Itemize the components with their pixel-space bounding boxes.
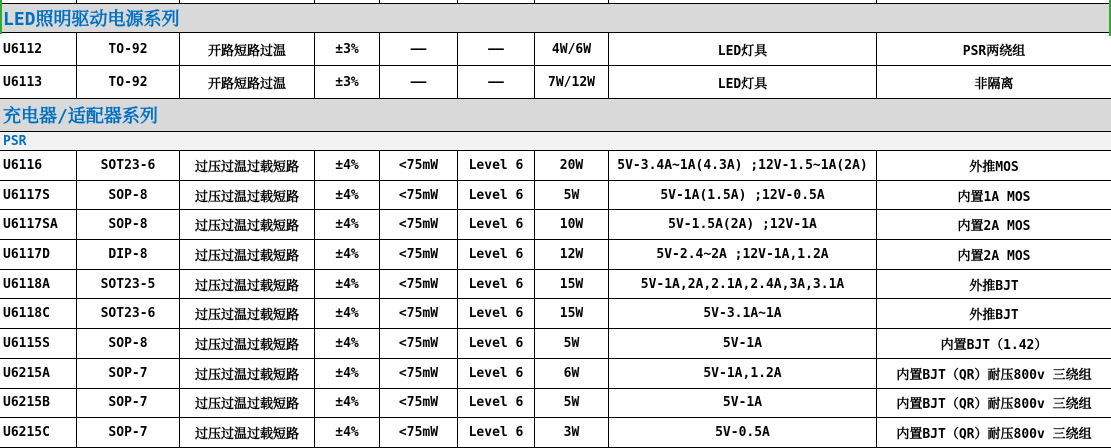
cell-U6117SA-c2[interactable]: 过压过温过载短路: [180, 210, 315, 239]
cell-U6117S-c3[interactable]: ±4%: [315, 181, 380, 210]
cell-U6116-c4[interactable]: <75mW: [380, 151, 458, 180]
cell-U6215A-c8[interactable]: 内置BJT（QR）耐压800v 三绕组: [896, 367, 1092, 383]
table-row-U6112: [0, 33, 1111, 66]
cell-U6118A-c5[interactable]: Level 6: [458, 270, 535, 299]
table-row-U6215A: [0, 359, 1111, 389]
cell-U6215A-c5[interactable]: Level 6: [458, 359, 535, 388]
cell-U6118A-c2[interactable]: 过压过温过载短路: [180, 270, 315, 299]
cell-U6117S-c5[interactable]: Level 6: [458, 181, 535, 210]
cell-U6112-c4[interactable]: ——: [380, 33, 458, 65]
section-title-led: LED照明驱动电源系列: [3, 9, 180, 30]
cell-U6215C-c8[interactable]: 内置BJT（QR）耐压800v 三绕组: [896, 427, 1092, 443]
cell-U6113-c4[interactable]: ——: [380, 66, 458, 98]
cell-U6115S-c4[interactable]: <75mW: [380, 329, 458, 358]
cell-U6112-c6[interactable]: 4W/6W: [535, 33, 609, 65]
cell-U6116-c5[interactable]: Level 6: [458, 151, 535, 180]
remnant-cell: [535, 0, 609, 3]
cell-U6112-c0[interactable]: U6112: [0, 33, 77, 65]
cell-U6118C-c3[interactable]: ±4%: [315, 299, 380, 328]
cell-U6117SA-c7[interactable]: 5V-1.5A(2A) ;12V-1A: [609, 210, 877, 239]
remnant-cell: [315, 0, 380, 3]
cell-U6117D-c4[interactable]: <75mW: [380, 240, 458, 269]
table-row-U6117S: [0, 181, 1111, 211]
cell-U6117SA-c5[interactable]: Level 6: [458, 210, 535, 239]
table-row-U6215B: [0, 389, 1111, 419]
cell-U6117D-c0[interactable]: U6117D: [0, 240, 77, 269]
led-rows-group: [0, 33, 1111, 99]
cell-U6115S-c6[interactable]: 5W: [535, 329, 609, 358]
cell-U6117D-c6[interactable]: 12W: [535, 240, 609, 269]
cell-U6117D-c2[interactable]: 过压过温过载短路: [180, 240, 315, 269]
cell-U6115S-c7[interactable]: 5V-1A: [609, 329, 877, 358]
cell-U6117S-c7[interactable]: 5V-1A(1.5A) ;12V-0.5A: [609, 181, 877, 210]
cell-U6117SA-c4[interactable]: <75mW: [380, 210, 458, 239]
cell-U6118A-c0[interactable]: U6118A: [0, 270, 77, 299]
cell-U6117D-c1[interactable]: DIP-8: [77, 240, 180, 269]
cell-U6215B-c2[interactable]: 过压过温过载短路: [180, 389, 315, 418]
cell-U6116-c8[interactable]: 外推MOS: [969, 159, 1019, 175]
cell-U6118A-c8[interactable]: 外推BJT: [969, 278, 1019, 294]
table-row-U6113: [0, 66, 1111, 99]
cell-U6118A-c1[interactable]: SOT23-5: [77, 270, 180, 299]
cell-U6215A-c3[interactable]: ±4%: [315, 359, 380, 388]
cell-U6115S-c1[interactable]: SOP-8: [77, 329, 180, 358]
cell-U6116-c1[interactable]: SOT23-6: [77, 151, 180, 180]
cell-U6118C-c0[interactable]: U6118C: [0, 299, 77, 328]
cell-U6118C-c2[interactable]: 过压过温过载短路: [180, 299, 315, 328]
cell-U6117SA-c6[interactable]: 10W: [535, 210, 609, 239]
cell-U6215C-c1[interactable]: SOP-7: [77, 418, 180, 447]
cell-U6112-c5[interactable]: ——: [458, 33, 535, 65]
cell-U6118C-c7[interactable]: 5V-3.1A~1A: [609, 299, 877, 328]
cell-U6117SA-c1[interactable]: SOP-8: [77, 210, 180, 239]
cell-U6215C-c2[interactable]: 过压过温过载短路: [180, 418, 315, 447]
remnant-cell: [458, 0, 535, 3]
cell-U6117S-c8[interactable]: 内置1A MOS: [957, 189, 1031, 205]
cell-U6113-c1[interactable]: TO-92: [77, 66, 180, 98]
cell-U6118C-c8[interactable]: 外推BJT: [969, 308, 1019, 324]
table-row-U6118A: [0, 270, 1111, 300]
cell-U6116-c3[interactable]: ±4%: [315, 151, 380, 180]
cell-U6117S-c1[interactable]: SOP-8: [77, 181, 180, 210]
cell-U6215B-c3[interactable]: ±4%: [315, 389, 380, 418]
cell-U6115S-c3[interactable]: ±4%: [315, 329, 380, 358]
cell-U6118C-c4[interactable]: <75mW: [380, 299, 458, 328]
cell-U6118A-c6[interactable]: 15W: [535, 270, 609, 299]
cell-U6112-c7[interactable]: LED灯具: [609, 33, 877, 65]
cell-U6117S-c6[interactable]: 5W: [535, 181, 609, 210]
remnant-cell: [180, 0, 315, 3]
table-row-U6116: [0, 151, 1111, 181]
cell-U6116-c6[interactable]: 20W: [535, 151, 609, 180]
cell-U6113-c8[interactable]: 非隔离: [974, 76, 1014, 92]
cell-U6215B-c6[interactable]: 5W: [535, 389, 609, 418]
cell-U6215B-c8[interactable]: 内置BJT（QR）耐压800v 三绕组: [896, 397, 1092, 413]
cell-U6215B-c0[interactable]: U6215B: [0, 389, 77, 418]
cell-U6215A-c0[interactable]: U6215A: [0, 359, 77, 388]
cell-U6118C-c5[interactable]: Level 6: [458, 299, 535, 328]
cell-U6215B-c7[interactable]: 5V-1A: [609, 389, 877, 418]
cell-U6117D-c3[interactable]: ±4%: [315, 240, 380, 269]
cell-U6113-c7[interactable]: LED灯具: [609, 66, 877, 98]
section-header-led[interactable]: [0, 4, 1111, 33]
cell-U6115S-c5[interactable]: Level 6: [458, 329, 535, 358]
cell-U6115S-c2[interactable]: 过压过温过载短路: [180, 329, 315, 358]
cell-U6117D-c5[interactable]: Level 6: [458, 240, 535, 269]
cell-U6116-c2[interactable]: 过压过温过载短路: [180, 151, 315, 180]
cell-U6118A-c4[interactable]: <75mW: [380, 270, 458, 299]
section-title-charger: 充电器/适配器系列: [3, 106, 158, 127]
cell-U6215C-c4[interactable]: <75mW: [380, 418, 458, 447]
cell-U6115S-c8[interactable]: 内置BJT（1.42）: [940, 337, 1048, 353]
cell-U6116-c7[interactable]: 5V-3.4A~1A(4.3A) ;12V-1.5~1A(2A): [609, 151, 877, 180]
cell-U6113-c3[interactable]: ±3%: [315, 66, 380, 98]
cell-U6117D-c7[interactable]: 5V-2.4~2A ;12V-1A,1.2A: [609, 240, 877, 269]
cell-U6113-c0[interactable]: U6113: [0, 66, 77, 98]
cell-U6215A-c7[interactable]: 5V-1A,1.2A: [609, 359, 877, 388]
cell-U6117S-c2[interactable]: 过压过温过载短路: [180, 181, 315, 210]
cell-U6113-c5[interactable]: ——: [458, 66, 535, 98]
cell-U6215C-c3[interactable]: ±4%: [315, 418, 380, 447]
cell-U6215B-c4[interactable]: <75mW: [380, 389, 458, 418]
table-row-U6117SA: [0, 210, 1111, 240]
cell-U6117SA-c3[interactable]: ±4%: [315, 210, 380, 239]
cell-U6215A-c6[interactable]: 6W: [535, 359, 609, 388]
cell-U6113-c2[interactable]: 开路短路过温: [180, 66, 315, 98]
cell-U6118A-c3[interactable]: ±4%: [315, 270, 380, 299]
cell-U6117D-c8[interactable]: 内置2A MOS: [957, 248, 1031, 264]
cell-U6215C-c7[interactable]: 5V-0.5A: [609, 418, 877, 447]
section-header-charger[interactable]: [0, 99, 1111, 132]
remnant-cell: [77, 0, 180, 3]
table-row-U6115S: [0, 329, 1111, 359]
cell-U6117S-c0[interactable]: U6117S: [0, 181, 77, 210]
cell-U6215C-c6[interactable]: 3W: [535, 418, 609, 447]
cell-U6215B-c5[interactable]: Level 6: [458, 389, 535, 418]
cell-U6112-c8[interactable]: PSR两绕组: [962, 43, 1026, 59]
remnant-cell: [609, 0, 877, 3]
cell-U6117S-c4[interactable]: <75mW: [380, 181, 458, 210]
cell-U6118C-c1[interactable]: SOT23-6: [77, 299, 180, 328]
cell-U6215A-c1[interactable]: SOP-7: [77, 359, 180, 388]
cell-U6112-c2[interactable]: 开路短路过温: [180, 33, 315, 65]
subsection-label-psr: PSR: [3, 133, 27, 149]
cell-U6115S-c0[interactable]: U6115S: [0, 329, 77, 358]
remnant-cell: [0, 0, 77, 3]
cell-U6118A-c7[interactable]: 5V-1A,2A,2.1A,2.4A,3A,3.1A: [609, 270, 877, 299]
table-row-U6215C: [0, 418, 1111, 448]
cell-U6215A-c2[interactable]: 过压过温过载短路: [180, 359, 315, 388]
remnant-cell: [877, 0, 1111, 3]
cell-U6215A-c4[interactable]: <75mW: [380, 359, 458, 388]
cell-U6117SA-c0[interactable]: U6117SA: [0, 210, 77, 239]
psr-rows-group: [0, 151, 1111, 448]
cell-U6215B-c1[interactable]: SOP-7: [77, 389, 180, 418]
subsection-header-psr[interactable]: [0, 132, 1111, 151]
cell-U6116-c0[interactable]: U6116: [0, 151, 77, 180]
cell-U6117SA-c8[interactable]: 内置2A MOS: [957, 219, 1031, 235]
cell-U6215C-c5[interactable]: Level 6: [458, 418, 535, 447]
cell-U6112-c3[interactable]: ±3%: [315, 33, 380, 65]
cell-U6113-c6[interactable]: 7W/12W: [535, 66, 609, 98]
selection-border-left: [0, 0, 2, 34]
cell-U6112-c1[interactable]: TO-92: [77, 33, 180, 65]
cell-U6118C-c6[interactable]: 15W: [535, 299, 609, 328]
table-row-U6118C: [0, 299, 1111, 329]
table-row-U6117D: [0, 240, 1111, 270]
cell-U6215C-c0[interactable]: U6215C: [0, 418, 77, 447]
remnant-cell: [380, 0, 458, 3]
